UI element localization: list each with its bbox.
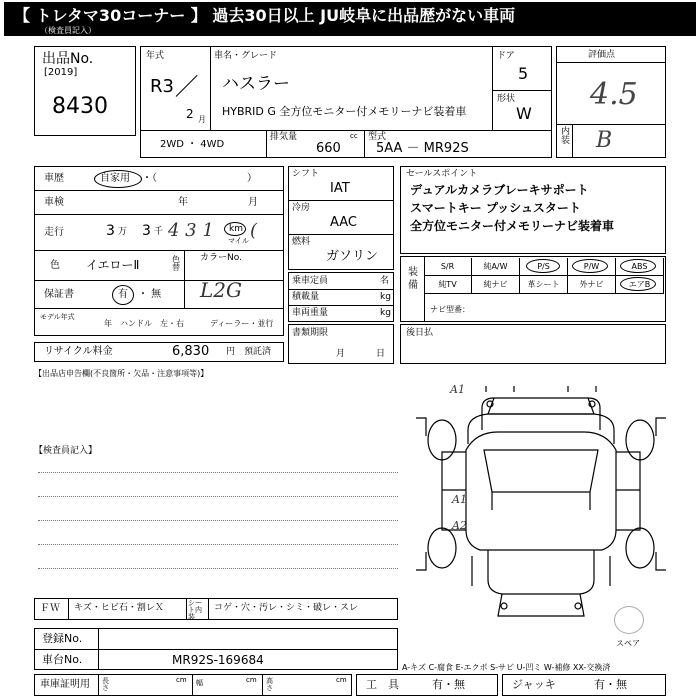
details-box [34,166,284,336]
damage-legend: A-キズ C-腐食 E-エクボ S-サビ U-凹ミ W-補修 XX-交換済 [402,663,611,672]
spare-tire-icon [614,606,644,634]
equip-navi-label: ナビ型番： [430,305,470,314]
cert-height: 高さ [266,677,273,692]
mileage-u2: 千 [154,227,164,237]
equip-label: 装備 [408,267,418,291]
mileage-d2: 3 [142,223,151,239]
weight-unit: kg [380,308,391,318]
fuel-label: 燃料 [292,237,311,247]
equip-navi: 純ナビ [472,276,520,294]
score-value: 4.5 [590,77,638,112]
history-value: 自家用 [100,173,130,184]
disp-label: 排気量 [270,132,298,142]
equip-abs: ABS [616,258,664,276]
fw-label: ＦＷ [40,603,60,614]
mileage-d1: 3 [106,223,115,239]
equip-pw: P/W [568,258,616,276]
shape-label: 形状 [497,94,516,104]
interior-label: 内装 [561,127,571,146]
equip-leather: 革シート [520,276,568,294]
model-year-year: 年 [104,319,112,328]
mileage-hand: 4 3 1 [168,220,214,241]
tools-value: 有・無 [432,678,465,691]
equip-pw-circle [572,259,608,273]
fuel-value: ガソリン [326,249,379,264]
equip-airbag: エアB [616,276,664,294]
door-label: ドア [497,51,515,61]
fw-items: キズ・ヒビ石・割レＸ [74,603,164,613]
color-label: 色 [50,260,60,271]
history-rest: ・（ ） [142,173,257,184]
ac-label: 冷房 [292,203,311,213]
mileage-km: km [229,224,243,234]
cert-label: 車庫証明用 [40,679,90,690]
sales-label: セールスポイント [406,169,478,179]
history-label: 車歴 [44,173,64,184]
shift-label: シフト [292,169,320,179]
warranty-label: 保証書 [44,289,74,300]
diagram-a1-top: A1 [450,383,465,396]
interior-value: B [596,128,613,153]
equip-abs-circle [620,259,656,273]
door-value: 5 [518,64,529,83]
equip-ps-circle [526,259,560,273]
score-label: 評価点 [588,50,616,60]
spare-label: スペア [616,639,640,648]
equip-alloy: 純A/W [472,258,520,276]
capacity-unit: 名 [380,276,390,286]
later-box [400,324,666,364]
load-unit: kg [380,292,391,302]
jack-label: ジャッキ [512,678,556,691]
listing-number: 8430 [52,94,108,119]
docs-day: 日 [376,349,386,359]
cert-width: 幅 [196,679,203,687]
equip-airbag-circle [620,277,656,291]
chassis-value: MR92S-169684 [172,653,264,667]
mileage-u1: 万 [118,227,128,237]
equip-sr: S/R [424,258,472,276]
year-label: 年式 [146,51,165,61]
recycle-value: 6,830 [172,344,210,359]
sales-line-3: 全方位モニター付メモリーナビ装着車 [410,219,615,233]
capacity-label: 乗車定員 [292,276,329,286]
chassis-label: 車台No. [42,653,83,666]
listing-year-tag: [2019] [44,67,78,78]
mileage-bracket: ( [250,220,258,241]
inspection-year: 年 [178,197,188,208]
seat-items: コゲ・穴・汚レ・シミ・破レ・スレ [214,603,359,613]
equip-ps: P/S [520,258,568,276]
shift-value: IAT [330,181,350,196]
shape-value: W [516,104,532,123]
car-name: ハスラー [222,74,290,94]
tools-label: 工 具 [366,678,399,691]
cert-width-unit: cm [246,676,257,684]
recycle-label: リサイクル料金 [44,346,113,357]
equip-ext-navi: 外ナビ [568,276,616,294]
color-value: イエローⅡ [86,258,140,272]
color-code: L2G [200,278,242,302]
reg-label: 登録No. [42,632,83,645]
seat-label: シート内装 [188,599,202,621]
color-change-label: 色替 [172,255,180,272]
ac-value: AAC [330,215,357,230]
docs-month: 月 [336,349,346,359]
load-label: 積載量 [292,292,320,302]
year-month: 2 [186,107,194,121]
page-title: 【 トレタマ30コーナー 】 過去30日以上 JU岐阜に出品歴がない車両 [14,6,516,25]
inspection-label: 車検 [44,197,64,208]
listing-no-label: 出品No. [42,51,94,67]
car-diagram [402,380,678,630]
model-year-handle: ハンドル 左・右 [120,319,184,328]
inspector-note: （検査員記入） [40,26,96,35]
warranty-yes: 有 [118,289,128,300]
weight-label: 車両重量 [292,308,329,318]
inspection-month: 月 [248,197,258,208]
model-value: 5AA － MR92S [376,141,469,156]
cert-height-unit: cm [336,676,347,684]
mileage-label: 走行 [44,227,64,238]
jack-value: 有・無 [594,678,627,691]
later-label: 後日払 [406,328,434,338]
sales-line-2: スマートキー プッシュスタート [410,201,581,215]
remarks-label: 【出品店申告欄(不良箇所・欠品・注意事項等)】 [34,369,209,378]
model-year-label: モデル年式 [40,313,75,321]
inspector-label: 【検査員記入】 [34,446,98,456]
cert-length-unit: cm [176,676,187,684]
color-code-label: カラーNo. [200,253,242,263]
car-grade: HYBRID G 全方位モニター付メモリーナビ装着車 [222,105,467,118]
sales-line-1: デュアルカメラブレーキサポート [410,183,589,197]
recycle-status: 預託済 [244,347,272,357]
equip-tv: 純TV [424,276,472,294]
model-label: 型式 [368,132,387,142]
year-month-unit: 月 [198,115,206,124]
drive-label: 2WD ・ 4WD [160,139,225,150]
year-era: R3 [150,76,174,97]
cert-length: 長さ [102,677,109,692]
warranty-no: ・ 無 [138,289,162,300]
model-year-dealer: ディーラー・並行 [210,319,274,328]
disp-unit: cc [350,132,358,140]
mileage-mile: マイル [228,237,249,245]
name-label: 車名・グレード [214,51,278,61]
diagram-a2: A2 [452,519,467,532]
disp-value: 660 [316,141,341,156]
docs-label: 書類期限 [292,328,329,338]
recycle-unit: 円 [226,347,236,357]
diagram-a1: A1 [452,493,467,506]
